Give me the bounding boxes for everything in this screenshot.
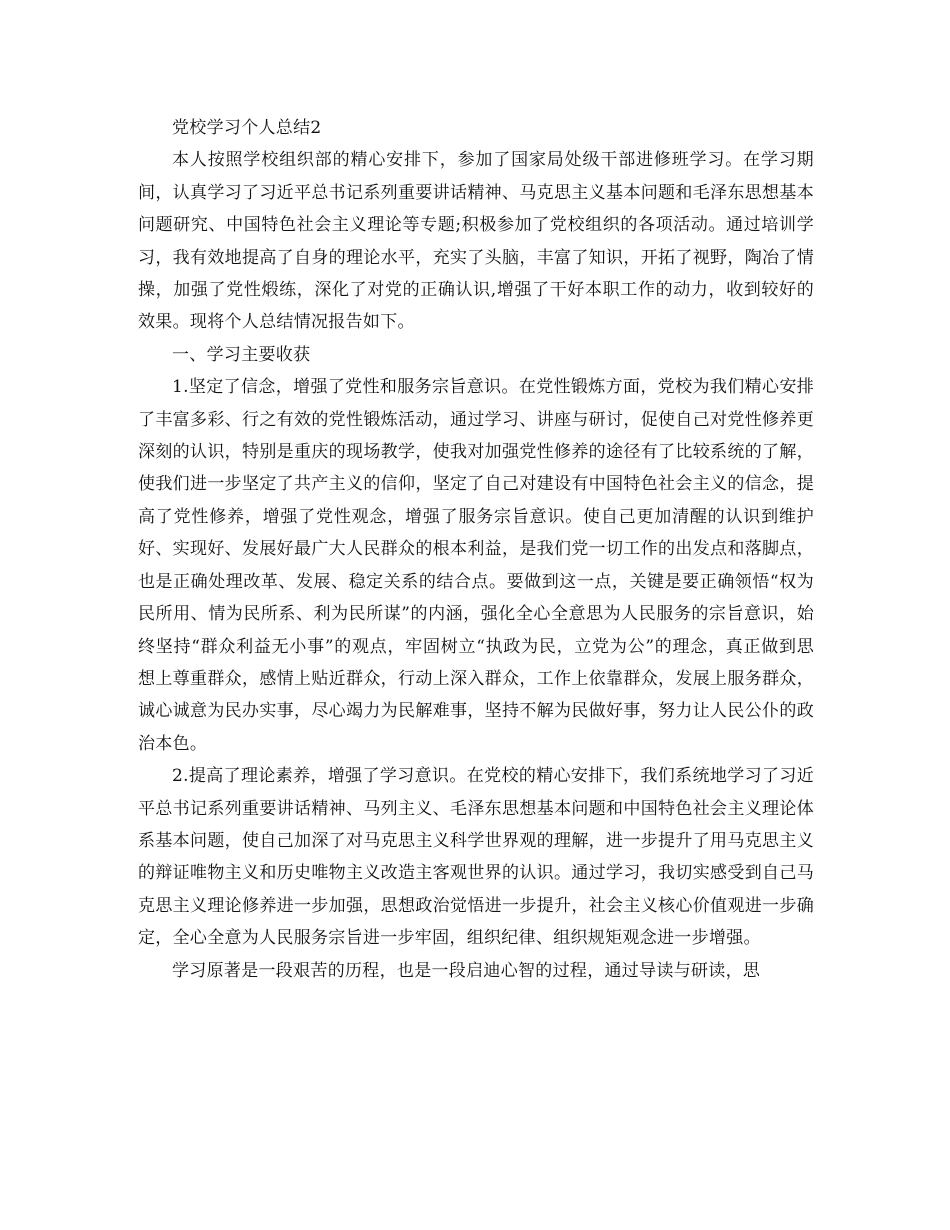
section-heading: 一、学习主要收获: [172, 344, 311, 365]
document-title: 党校学习个人总结2: [172, 118, 322, 138]
paragraph-point-1: 1.坚定了信念，增强了党性和服务宗旨意识。在党性锻炼方面，党校为我们精心安排了丰富多彩、行之有效的党性锻炼活动，通过学习、讲座与研讨，促使自己对党性修养更深刻的认识，特别是重庆的现场教学，使我对加强党性修养的途径有了比较系统的了解，使我们进一步坚定了共产主义的信仰，坚定了自己对建设有中国特色社会主义的信念，提高了党性修养，增强了党性观念，增强了服务宗旨意识。使自己更加清醒的认识到维护好、实现好、发展好最广大人民群众的根本利益，是我们党一切工作的出发点和落脚点，也是正确处理改革、发展、稳定关系的结合点。要做到这一点，关键是要正确领悟“权为民所用、情为民所系、利为民所谋”的内涵，强化全心全意思为人民服务的宗旨意识，始终坚持“群众利益无小事”的观点，牢固树立“执政为民，立党为公”的理念，真正做到思想上尊重群众，感情上贴近群众，行动上深入群众，工作上依靠群众，发展上服务群众，诚心诚意为民办实事，尽心竭力为民解难事，坚持不解为民做好事，努力让人民公仆的政治本色。: [138, 377, 814, 754]
paragraph-continued: 学习原著是一段艰苦的历程，也是一段启迪心智的过程，通过导读与研读，思: [172, 960, 761, 981]
paragraph-intro: 本人按照学校组织部的精心安排下，参加了国家局处级干部进修班学习。在学习期间，认真学习了习近平总书记系列重要讲话精神、马克思主义基本问题和毛泽东思想基本问题研究、中国特色社会主义理论等专题;积极参加了党校组织的各项活动。通过培训学习，我有效地提高了自身的理论水平，充实了头脑，丰富了知识，开拓了视野，陶冶了情操，加强了党性煅练，深化了对党的正确认识,增强了干好本职工作的动力，收到较好的效果。现将个人总结情况报告如下。: [138, 150, 814, 333]
document-body: [138, 112, 814, 987]
paragraph-point-2: 2.提高了理论素养，增强了学习意识。在党校的精心安排下，我们系统地学习了习近平总书记系列重要讲话精神、马列主义、毛泽东思想基本问题和中国特色社会主义理论体系基本问题，使自己加深了对马克思主义科学世界观的理解，进一步提升了用马克思主义的辩证唯物主义和历史唯物主义改造主客观世界的认识。通过学习，我切实感受到自己马克思主义理论修养进一步加强，思想政治觉悟进一步提升，社会主义核心价值观进一步确定，全心全意为人民服务宗旨进一步牢固，组织纪律、组织规矩观念进一步增强。: [138, 766, 814, 949]
